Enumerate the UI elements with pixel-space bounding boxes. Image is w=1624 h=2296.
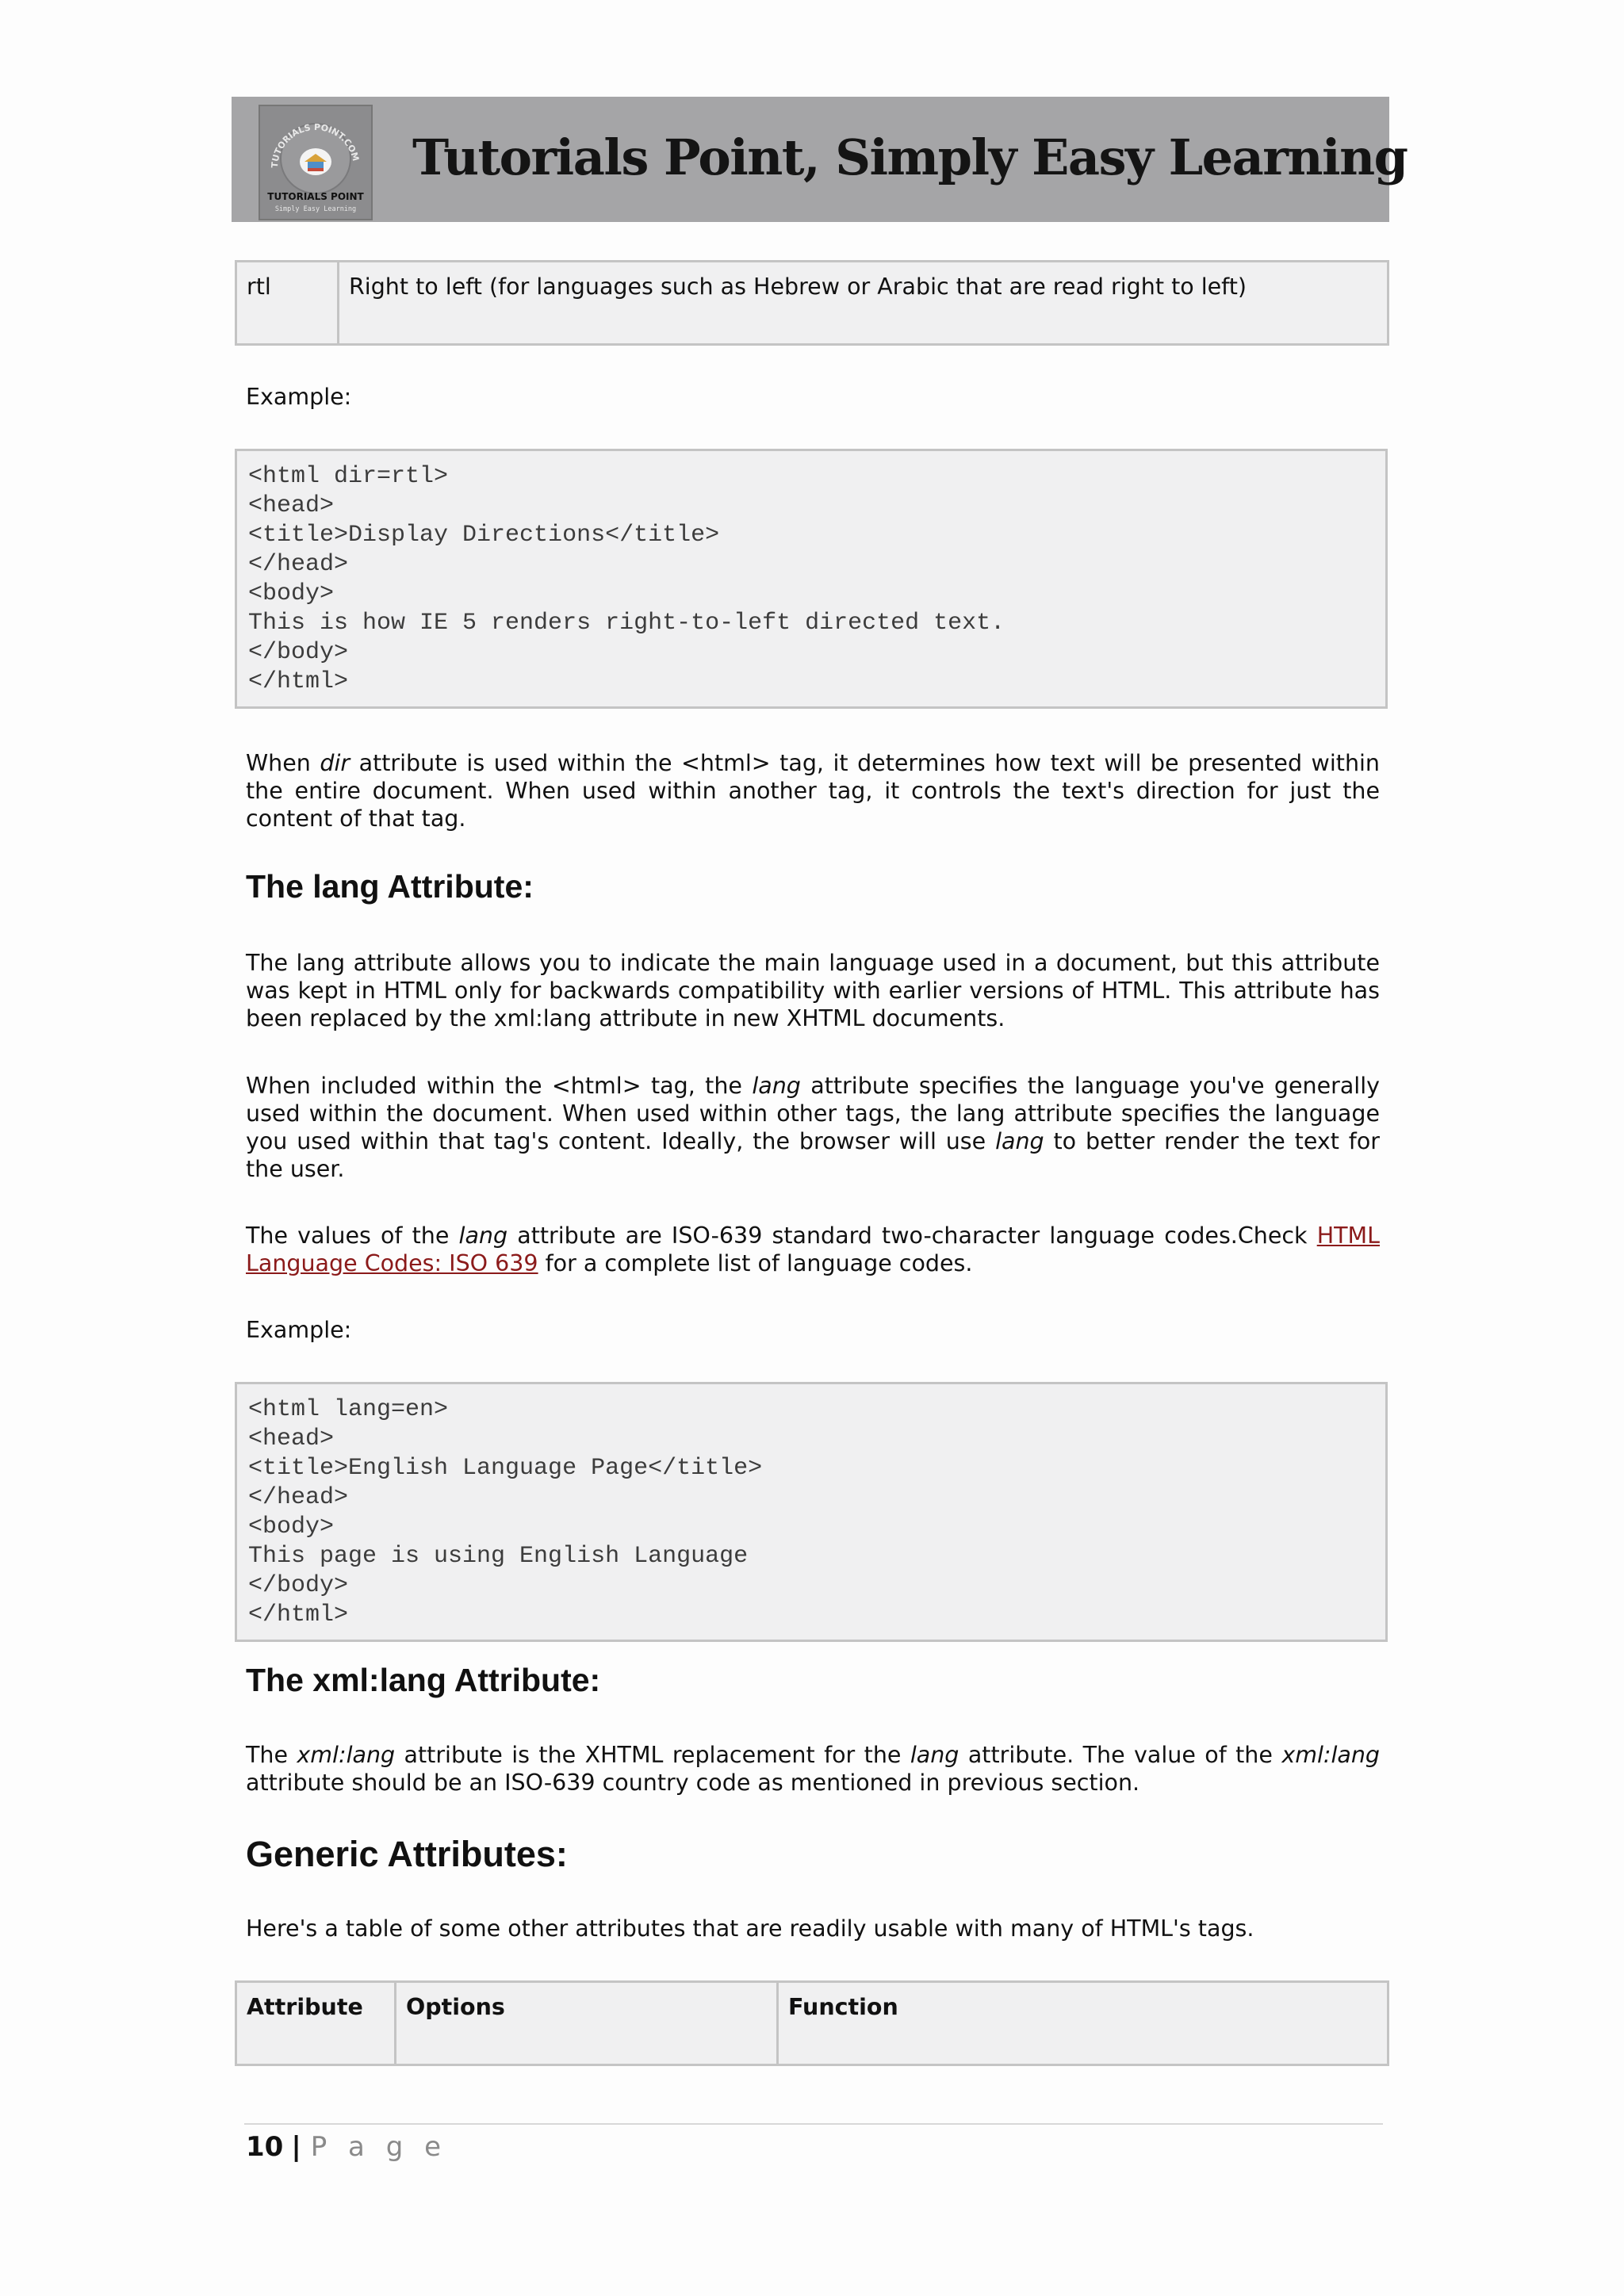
code-block-dir xyxy=(237,451,1385,697)
xml-lang-paragraph: The xml:lang attribute is the XHTML replacement for the lang attribute. The value of the xml:lang attribute should be an ISO-639 country code as mentioned in previous section. xyxy=(246,1742,1381,1796)
generic-attributes-heading: Generic Attributes: xyxy=(246,1834,568,1874)
lang-attribute-heading: The lang Attribute: xyxy=(246,868,534,905)
column-header-function: Function xyxy=(778,1982,1388,2065)
code-line: </head> xyxy=(248,551,349,578)
code-line: </html> xyxy=(248,668,349,695)
footer-divider xyxy=(244,2123,1383,2125)
dir-values-table xyxy=(235,260,1389,346)
dir-value-cell: rtl xyxy=(236,262,339,345)
page-label: P a g e xyxy=(310,2131,448,2163)
example-label: Example: xyxy=(246,1317,352,1343)
code-line: </head> xyxy=(248,1484,349,1511)
generic-attributes-table xyxy=(235,1980,1389,2066)
generic-attributes-intro: Here's a table of some other attributes that are readily usable with many of HTML's tags. xyxy=(246,1915,1254,1942)
column-header-attribute: Attribute xyxy=(236,1982,396,2065)
code-line: <head> xyxy=(248,1425,335,1452)
code-line: </body> xyxy=(248,639,349,666)
code-line: <title>English Language Page</title> xyxy=(248,1455,763,1482)
table-header-row xyxy=(236,1982,1388,2065)
code-line: </body> xyxy=(248,1572,349,1599)
table-row xyxy=(236,262,1388,345)
logo-arc-text: TUTORIALS POINT.COM xyxy=(269,121,362,169)
iso-639-link[interactable]: HTML Language Codes: ISO 639 xyxy=(246,1223,1380,1276)
code-line: <head> xyxy=(248,492,335,519)
footer-separator: | xyxy=(291,2131,301,2163)
column-header-options: Options xyxy=(396,1982,778,2065)
code-line: </html> xyxy=(248,1601,349,1628)
code-block-lang xyxy=(237,1384,1385,1630)
logo-sub-text: Simply Easy Learning xyxy=(274,205,357,213)
page-footer xyxy=(246,2131,447,2163)
code-line: This page is using English Language xyxy=(248,1543,749,1570)
code-line: <html dir=rtl> xyxy=(248,463,449,490)
code-line: <title>Display Directions</title> xyxy=(248,522,720,549)
code-example-lang xyxy=(235,1382,1388,1642)
page-number: 10 xyxy=(246,2131,284,2163)
code-line: <body> xyxy=(248,1513,335,1540)
logo-main-text: TUTORIALS POINT xyxy=(267,191,364,202)
dir-description-cell: Right to left (for languages such as Hebrew or Arabic that are read right to left) xyxy=(339,262,1388,345)
xml-lang-attribute-heading: The xml:lang Attribute: xyxy=(246,1662,601,1698)
page-header xyxy=(232,97,1408,222)
lang-paragraph-3: The values of the lang attribute are ISO-639 standard two-character language codes.Check HTML Language Codes: ISO 639 for a complete list of language codes. xyxy=(246,1223,1380,1276)
code-line: <body> xyxy=(248,580,335,607)
dir-explanation-paragraph: When dir attribute is used within the <html> tag, it determines how text will be presented within the entire document. When used within another tag, it controls the text's direction for just the content of that tag. xyxy=(246,750,1380,832)
tutorials-point-logo xyxy=(259,105,373,220)
header-title: Tutorials Point, Simply Easy Learning xyxy=(412,128,1408,186)
lang-paragraph-1: The lang attribute allows you to indicate the main language used in a document, but this attribute was kept in HTML only for backwards compatibility with earlier versions of HTML. This attribute has been replaced by the xml:lang attribute in new XHTML documents. xyxy=(246,950,1380,1031)
code-example-dir xyxy=(235,449,1388,709)
example-label: Example: xyxy=(246,384,352,410)
lang-paragraph-2: When included within the <html> tag, the lang attribute specifies the language you've generally used within the document. When used within other tags, the lang attribute specifies the language you used within that tag's content. Ideally, the browser will use lang to better render the text for the user. xyxy=(246,1073,1381,1182)
code-line: This is how IE 5 renders right-to-left directed text. xyxy=(248,610,1005,637)
code-line: <html lang=en> xyxy=(248,1396,449,1423)
